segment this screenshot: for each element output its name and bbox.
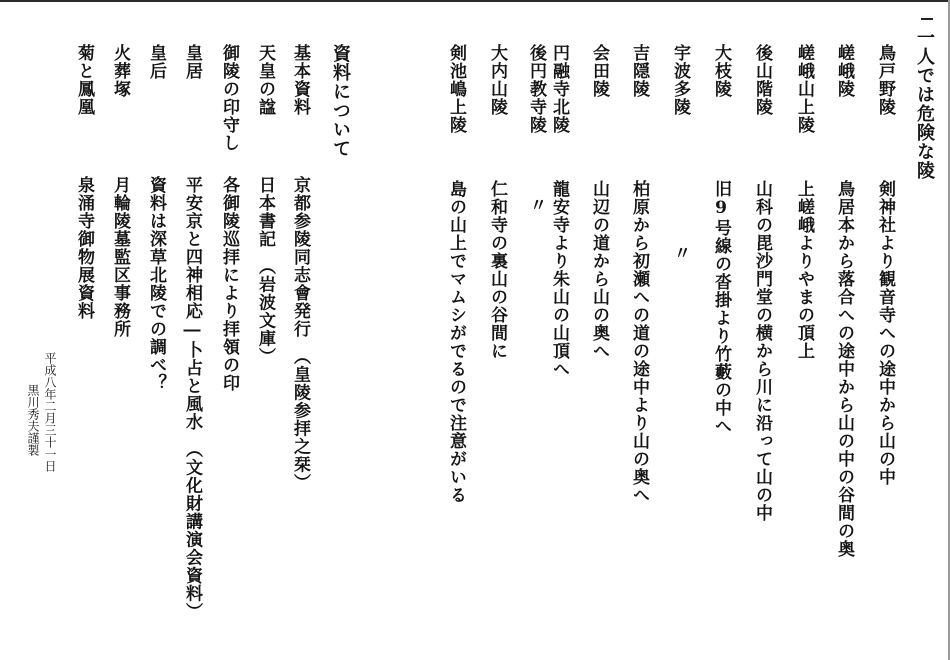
source-text: 各御陵巡拝により拝領の印 <box>219 176 239 392</box>
entry-name: 宇波多陵 <box>670 44 690 116</box>
page-heading: 一人では危険な陵 <box>914 28 935 180</box>
entry-name: 吉隠陵 <box>629 44 649 98</box>
sources-heading: 資料について <box>330 44 351 158</box>
entry-name: 後円教寺陵 <box>526 44 546 134</box>
entry-description: 島の山上でマムシがでるので注意がいる <box>446 180 466 504</box>
source-label: 皇后 <box>146 44 166 80</box>
source-label: 火葬塚 <box>110 44 130 98</box>
source-text: 平安京と四神相応―卜占と風水 （文化財講演会資料） <box>182 176 202 621</box>
entry-description: 龍安寺より朱山の山頂へ <box>549 180 569 378</box>
signature-author: 黒川秀夫謹製 <box>26 384 40 456</box>
source-text: 資料は深草北陵での調べ？ <box>146 176 166 392</box>
source-text: 日本書記 （岩波文庫） <box>255 176 275 366</box>
entry-description: 柏原から初瀬への道の途中より山の奥へ <box>629 180 649 504</box>
source-label: 皇居 <box>182 44 202 80</box>
entry-name: 大内山陵 <box>487 44 507 116</box>
source-label: 天皇の諡 <box>255 44 275 116</box>
entry-description: 旧9号線の沓掛より竹藪の中へ <box>711 180 731 435</box>
entry-description: 山辺の道から山の奥へ <box>589 180 609 360</box>
entry-description: 仁和寺の裏山の谷間に <box>487 180 507 360</box>
entry-name: 剣池嶋上陵 <box>446 44 466 134</box>
entry-description: 鳥居本から落合への途中から山の中の谷間の奥 <box>834 180 854 558</box>
source-label: 御陵の印守し <box>219 44 239 152</box>
entry-name: 円融寺北陵 <box>549 44 569 134</box>
entry-name: 鳥戸野陵 <box>875 44 895 116</box>
entry-description: 上嵯峨よりやまの頂上 <box>794 180 814 360</box>
entry-name: 大枝陵 <box>711 44 731 98</box>
source-label: 基本資料 <box>290 44 310 116</box>
source-text: 月輪陵墓監区事務所 <box>110 176 130 338</box>
entry-name: 会田陵 <box>589 44 609 98</box>
header-mark <box>921 18 933 20</box>
page-top-border <box>0 0 950 2</box>
source-text: 泉涌寺御物展資料 <box>74 176 94 320</box>
entry-ditto-mark: 〃 <box>526 196 546 214</box>
signature-date: 平成八年二月三十一日 <box>43 352 57 472</box>
entry-name: 後山階陵 <box>752 44 772 116</box>
entry-name: 嵯峨陵 <box>834 44 854 98</box>
source-label: 菊と鳳凰 <box>74 44 94 116</box>
entry-description: 剣神社より観音寺への途中から山の中 <box>875 180 895 486</box>
entry-name: 嵯峨山上陵 <box>794 44 814 134</box>
entry-description: 山科の毘沙門堂の横から川に沿って山の中 <box>752 180 772 522</box>
entry-ditto-mark: 〃 <box>670 244 690 262</box>
source-text: 京都参陵同志會発行 （皇陵参拝之栞） <box>290 176 310 492</box>
